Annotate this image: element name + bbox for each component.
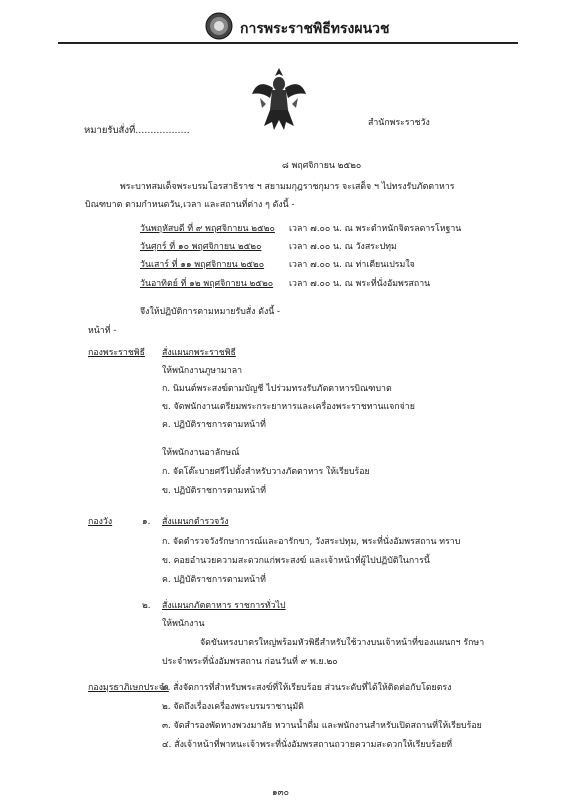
- department-name: กองพระราชพิธี: [88, 348, 145, 358]
- order-number: หมายรับสั่งที่..................: [84, 125, 190, 136]
- intro-line-1: พระบาทสมเด็จพระบรมโอรสาธิราช ฯ สยามมกุฎราชกุมาร จะเสด็จ ฯ ไปทรงรับภัตตาหาร: [120, 182, 455, 192]
- document-date: ๘ พฤศจิกายน ๒๕๒๐: [282, 161, 362, 171]
- list-item: ๑. สั่งจัดการที่สำหรับพระสงฆ์ที่ให้เรียบร้อย ส่วนระดับที่ได้ให้ติดต่อกับโดยตรง: [162, 683, 452, 693]
- list-item: ก. จัดโต๊ะบายศรีไปตั้งสำหรับวางภัตตาหาร ให้เรียบร้อย: [162, 467, 370, 477]
- royal-seal-icon: [205, 12, 233, 40]
- schedule-time: เวลา ๗.๐๐ น. ณ พระตำหนักจิตรลดารโหฐาน: [289, 224, 462, 234]
- schedule-day: วันศุกร์ ที่ ๑๐ พฤศจิกายน ๒๕๒๐: [140, 242, 262, 252]
- list-item: ข. จัดพนักงานเตรียมพระกระยาหารและเครื่องพระราชทานแจกจ่าย: [162, 402, 415, 412]
- section-heading: สั่งแผนกภัตตาหาร ราชการทั่วไป: [162, 601, 286, 611]
- group-title: ให้พนักงานอาลักษณ์: [162, 448, 240, 458]
- section-heading: สั่งแผนกพระราชพิธี: [162, 348, 236, 358]
- garuda-emblem-icon: [250, 64, 308, 134]
- schedule-day: วันเสาร์ ที่ ๑๑ พฤศจิกายน ๒๕๒๐: [140, 260, 265, 270]
- list-item: ก. นิมนต์พระสงฆ์ตามบัญชี ไปร่วมทรงรับภัตตาหารบิณฑบาต: [162, 384, 392, 394]
- schedule-time: เวลา ๗.๐๐ น. ณ พระที่นั่งอัมพรสถาน: [289, 279, 431, 289]
- header-title: การพระราชพิธีทรงผนวช: [240, 21, 390, 37]
- group-title: ให้พนักงานภูษามาลา: [162, 366, 243, 376]
- list-item: ค. ปฏิบัติราชการตามหน้าที่: [162, 575, 266, 585]
- list-item: ข. คอยอำนวยความสะดวกแก่พระสงฆ์ และเจ้าหน้าที่ผู้ไปปฏิบัติในการนี้: [162, 556, 430, 566]
- department-name: กองวัง: [88, 517, 113, 527]
- schedule-time: เวลา ๗.๐๐ น. ณ วังสระปทุม: [289, 242, 397, 252]
- section-number: ๑.: [142, 517, 151, 527]
- paragraph-line: จัดขันทรงบาตรใหญ่พร้อมหัวพิธีสำหรับใช้วางบนเจ้าหน้าที่ของแผนกฯ รักษา: [200, 638, 485, 648]
- department-name: กองมุรธาภิเษกประจำ: [88, 683, 169, 693]
- section-number: ๒.: [142, 601, 151, 611]
- list-item: ๓. จัดสำรองพัดหางพวงมาลัย หวานน้ำดื่ม และพนักงานสำหรับเปิดสถานที่ให้เรียบร้อย: [162, 721, 482, 731]
- group-title: ให้พนักงาน: [162, 619, 205, 629]
- section-heading: สั่งแผนกตำรวจวัง: [162, 517, 229, 527]
- closing-line: จึงให้ปฏิบัติการตามหมายรับสั่ง ดังนี้ -: [140, 307, 281, 317]
- list-item: ๔. สั่งเจ้าหน้าที่พาหนะเจ้าพระที่นั่งอัมพรสถานถวายความสะดวกให้เรียบร้อยที่: [162, 740, 453, 750]
- intro-line-2: บิณฑบาต ตามกำหนดวัน,เวลา และสถานที่ต่าง ๆ ดังนี้ -: [85, 200, 295, 210]
- duty-heading: หน้าที่ -: [88, 326, 117, 336]
- list-item: ข. ปฏิบัติราชการตามหน้าที่: [162, 486, 267, 496]
- schedule-time: เวลา ๗.๐๐ น. ณ ท่าเตียนเปรมใจ: [289, 260, 415, 270]
- schedule-day: วันอาทิตย์ ที่ ๑๒ พฤศจิกายน ๒๕๒๐: [140, 279, 274, 289]
- schedule-day: วันพฤหัสบดี ที่ ๙ พฤศจิกายน ๒๕๒๐: [140, 224, 275, 234]
- header-divider: [58, 42, 518, 44]
- office-name: สำนักพระราชวัง: [368, 118, 430, 128]
- paragraph-line: ประจำพระที่นั่งอัมพรสถาน ก่อนวันที่ ๙ พ.ย.๒๐: [162, 657, 338, 667]
- page-number: ๑๓๐: [272, 788, 289, 798]
- list-item: ๒. จัดถึงเรื่องเครื่องพระบรมราชานุมัติ: [162, 702, 304, 712]
- list-item: ค. ปฏิบัติราชการตามหน้าที่: [162, 420, 266, 430]
- list-item: ก. จัดตำรวจวังรักษาการณ์และอารักขา, วังสระปทุม, พระที่นั่งอัมพรสถาน ทราบ: [162, 537, 461, 547]
